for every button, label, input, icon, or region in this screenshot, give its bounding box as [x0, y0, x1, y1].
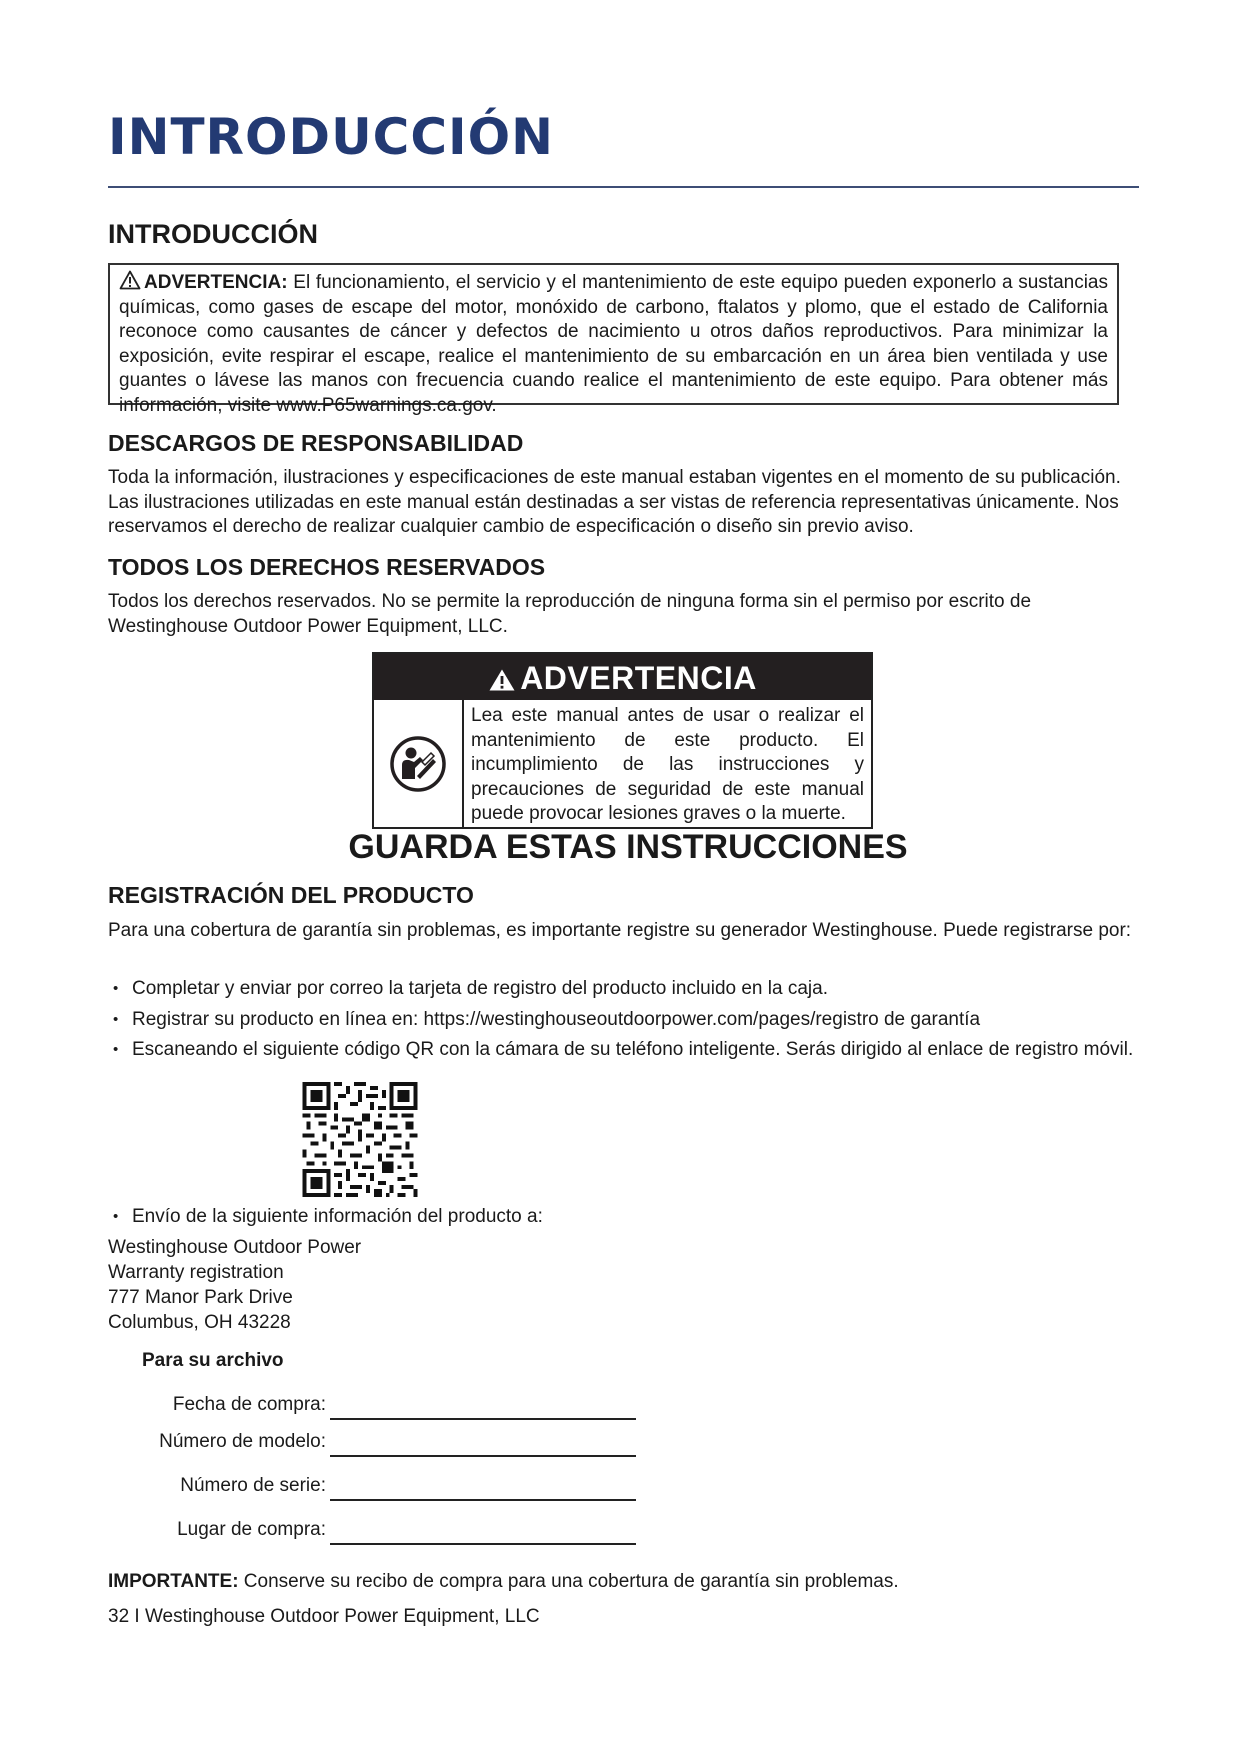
- purchase-place-field: [108, 1515, 638, 1545]
- list-item: • Completar y enviar por correo la tarjeta de registro del producto incluido en la caja.: [108, 978, 1140, 1001]
- warning-panel-title: ADVERTENCIA: [520, 660, 757, 696]
- rights-text: Todos los derechos reservados. No se permite la reproducción de ninguna forma sin el permiso por escrito de Westinghouse Outdoor Power Equipment, LLC.: [108, 591, 1032, 637]
- title-divider: [108, 186, 1139, 188]
- disclaimers-text: Toda la información, ilustraciones y especificaciones de este manual estaban vigentes en el momento de su publicación. Las ilustraciones utilizadas en este manual están destinadas a ser vistas de referencia representativas únicamente. Nos reservamos el derecho de realizar cualquier cambio de especificación o diseño sin previo aviso.: [108, 467, 1121, 537]
- important-label: IMPORTANTE:: [108, 1571, 239, 1592]
- blank-line[interactable]: [330, 1418, 636, 1420]
- blank-line[interactable]: [330, 1543, 636, 1545]
- mail-option-list: [108, 1205, 543, 1229]
- registration-options-list: [108, 978, 1140, 1070]
- address-line: Columbus, OH 43228: [108, 1312, 291, 1333]
- list-item: • Envío de la siguiente información del producto a:: [108, 1205, 543, 1229]
- address-line: Westinghouse Outdoor Power: [108, 1237, 362, 1258]
- model-number-field: [108, 1427, 638, 1457]
- read-manual-icon: [389, 735, 447, 793]
- address-line: 777 Manor Park Drive: [108, 1287, 293, 1308]
- purchase-date-field: [108, 1390, 638, 1420]
- intro-heading: INTRODUCCIÓN: [108, 219, 318, 249]
- warning-text: El funcionamiento, el servicio y el mantenimiento de este equipo pueden exponerlo a sustancias químicas, como gases de escape del motor, monóxido de carbono, ftalatos y plomo, que el estado de California reconoce como causantes de cáncer y defectos de nacimiento u otros daños reproductivos. Para minimizar la exposición, evite respirar el escape, realice el mantenimiento de su embarcación en un área bien ventilada y use guantes o lávese las manos con frecuencia cuando realice el mantenimiento de este equipo. Para obtener más información, visite www.P65warnings.ca.gov.: [119, 272, 1108, 416]
- page-title: INTRODUCCIÓN: [108, 108, 555, 166]
- warning-panel-header: [374, 654, 871, 700]
- serial-number-field: [108, 1471, 638, 1501]
- registration-intro: Para una cobertura de garantía sin problemas, es importante registre su generador Westinghouse. Puede registrarse por:: [108, 920, 1132, 941]
- important-note: [108, 1571, 899, 1593]
- field-label: Fecha de compra:: [172, 1394, 326, 1415]
- field-label: Número de serie:: [180, 1475, 326, 1496]
- warning-panel: [372, 652, 873, 829]
- registration-heading: REGISTRACIÓN DEL PRODUCTO: [108, 882, 474, 908]
- blank-line[interactable]: [330, 1499, 636, 1501]
- list-item: • Escaneando el siguiente código QR con la cámara de su teléfono inteligente. Serás dirigido al enlace de registro móvil.: [108, 1039, 1140, 1062]
- california-warning-box: [108, 263, 1119, 416]
- records-title: Para su archivo: [142, 1350, 284, 1371]
- qr-code-icon[interactable]: [302, 1082, 418, 1197]
- blank-line[interactable]: [330, 1455, 636, 1457]
- list-item[interactable]: • Registrar su producto en línea en: https://westinghouseoutdoorpower.com/pages/registro de garantía: [108, 1009, 1140, 1032]
- disclaimers-heading: DESCARGOS DE RESPONSABILIDAD: [108, 430, 524, 456]
- warning-triangle-icon: [119, 270, 141, 290]
- rights-heading: TODOS LOS DERECHOS RESERVADOS: [108, 554, 546, 580]
- save-instructions-title: GUARDA ESTAS INSTRUCCIONES: [348, 828, 908, 866]
- mailing-address: [108, 1235, 361, 1335]
- field-label: Lugar de compra:: [177, 1519, 326, 1540]
- important-text: Conserve su recibo de compra para una cobertura de garantía sin problemas.: [238, 1571, 899, 1592]
- page-footer: 32 I Westinghouse Outdoor Power Equipment, LLC: [108, 1606, 540, 1627]
- warning-triangle-icon: [488, 668, 516, 692]
- address-line: Warranty registration: [108, 1262, 284, 1283]
- warning-label: ADVERTENCIA:: [144, 272, 288, 293]
- field-label: Número de modelo:: [159, 1431, 326, 1452]
- warning-panel-text: Lea este manual antes de usar o realizar el mantenimiento de este producto. El incumplimiento de las instrucciones y precauciones de seguridad de este manual puede provocar lesiones graves o la muerte.: [471, 705, 864, 824]
